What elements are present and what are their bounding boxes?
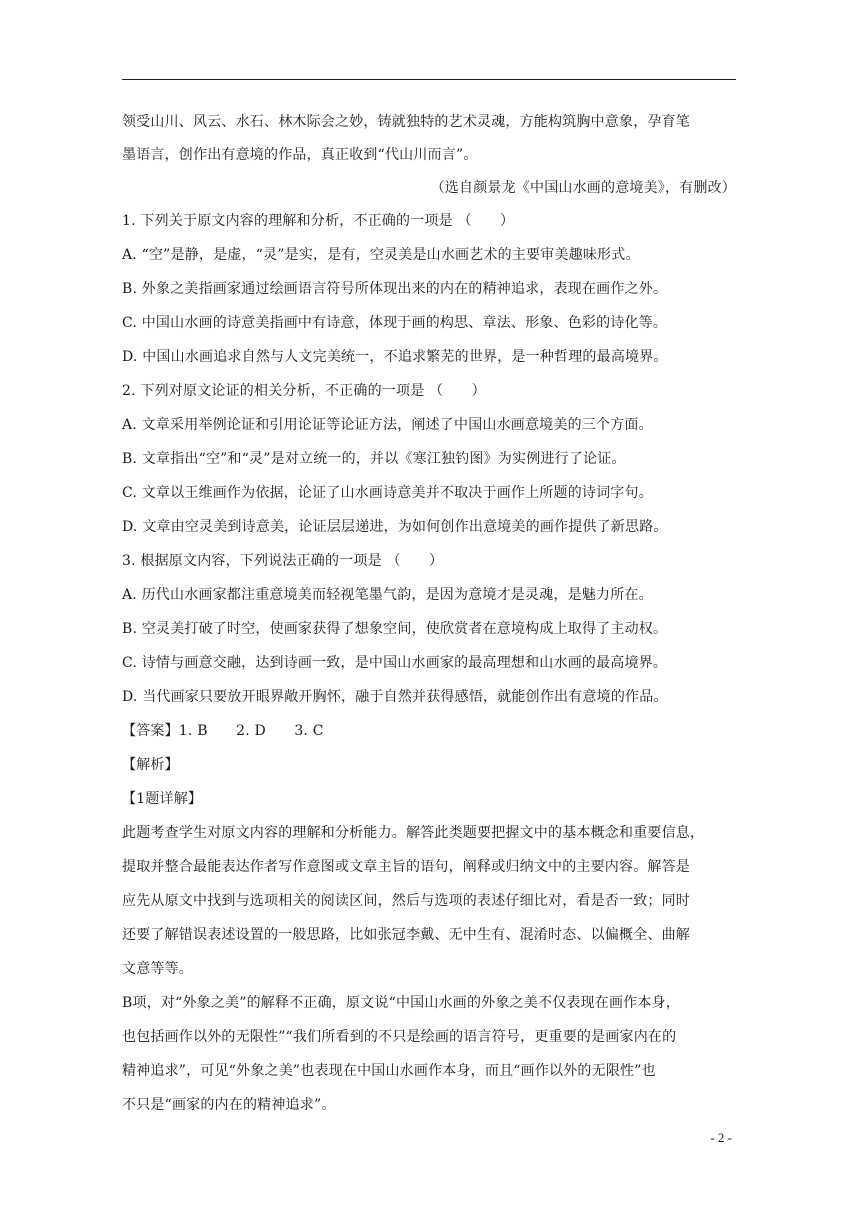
explanation-line: 也包括画作以外的无限性”“我们所看到的不只是绘画的语言符号，更重要的是画家内在的 [122,1029,677,1045]
option-3a: A. 历代山水画家都注重意境美而轻视笔墨气韵，是因为意境才是灵魂，是魅力所在。 [122,587,653,603]
explanation-line: 精神追求”，可见“外象之美”也表现在中国山水画作本身，而且“画作以外的无限性”也 [122,1063,656,1079]
option-1d: D. 中国山水画追求自然与人文完美统一，不追求繁芜的世界，是一种哲理的最高境界。 [122,349,668,365]
analysis-heading: 【解析】 [122,757,179,773]
question-1: 1. 下列关于原文内容的理解和分析，不正确的一项是 （ ） [122,213,515,229]
explanation-line: B项，对“外象之美”的解释不正确，原文说“中国山水画的外象之美不仅表现在画作本身， [122,995,680,1011]
source-citation: （选自颜景龙《中国山水画的意境美》，有删改） [430,180,736,196]
option-2b: B. 文章指出“空”和“灵”是对立统一的，并以《寒江独钓图》为实例进行了论证。 [122,451,626,467]
question-3: 3. 根据原文内容，下列说法正确的一项是 （ ） [122,553,444,569]
explanation-line: 不只是“画家的内在的精神追求”。 [122,1097,336,1113]
option-3c: C. 诗情与画意交融，达到诗画一致，是中国山水画家的最高理想和山水画的最高境界。 [122,655,668,671]
explanation-line: 还要了解错误表述设置的一般思路，比如张冠李戴、无中生有、混淆时态、以偏概全、曲解 [122,927,690,943]
explanation-line: 文意等等。 [122,961,193,977]
option-1a: A. “空”是静，是虚，“灵”是实，是有，空灵美是山水画艺术的主要审美趣味形式。 [122,247,640,263]
option-1c: C. 中国山水画的诗意美指画中有诗意，体现于画的构思、章法、形象、色彩的诗化等。 [122,315,668,331]
header-rule [122,79,736,80]
text-line: 墨语言，创作出有意境的作品，真正收到“代山川而言”。 [122,147,478,163]
option-2a: A. 文章采用举例论证和引用论证等论证方法，阐述了中国山水画意境美的三个方面。 [122,417,653,433]
option-1b: B. 外象之美指画家通过绘画语言符号所体现出来的内在的精神追求，表现在画作之外。 [122,281,668,297]
answer-line: 【答案】1. B 2. D 3. C [122,723,324,739]
question-2: 2. 下列对原文论证的相关分析，不正确的一项是 （ ） [122,383,486,399]
explanation-line: 提取并整合最能表达作者写作意图或文章主旨的语句，阐释或归纳文中的主要内容。解答是 [122,859,690,875]
option-2c: C. 文章以王维画作为依据，论证了山水画诗意美并不取决于画作上所题的诗词字句。 [122,485,653,501]
option-3b: B. 空灵美打破了时空，使画家获得了想象空间，使欣赏者在意境构成上取得了主动权。 [122,621,668,637]
option-2d: D. 文章由空灵美到诗意美，论证层层递进，为如何创作出意境美的画作提供了新思路。 [122,519,668,535]
detail-heading-1: 【1题详解】 [122,791,203,807]
text-line: 领受山川、风云、水石、林木际会之妙，铸就独特的艺术灵魂，方能构筑胸中意象，孕育笔 [122,114,690,130]
option-3d: D. 当代画家只要放开眼界敞开胸怀，融于自然并获得感悟，就能创作出有意境的作品。 [122,689,668,705]
explanation-line: 应先从原文中找到与选项相关的阅读区间，然后与选项的表述仔细比对，看是否一致；同时 [122,893,690,909]
page-number: - 2 - [710,1130,732,1145]
explanation-line: 此题考查学生对原文内容的理解和分析能力。解答此类题要把握文中的基本概念和重要信息， [122,825,705,841]
